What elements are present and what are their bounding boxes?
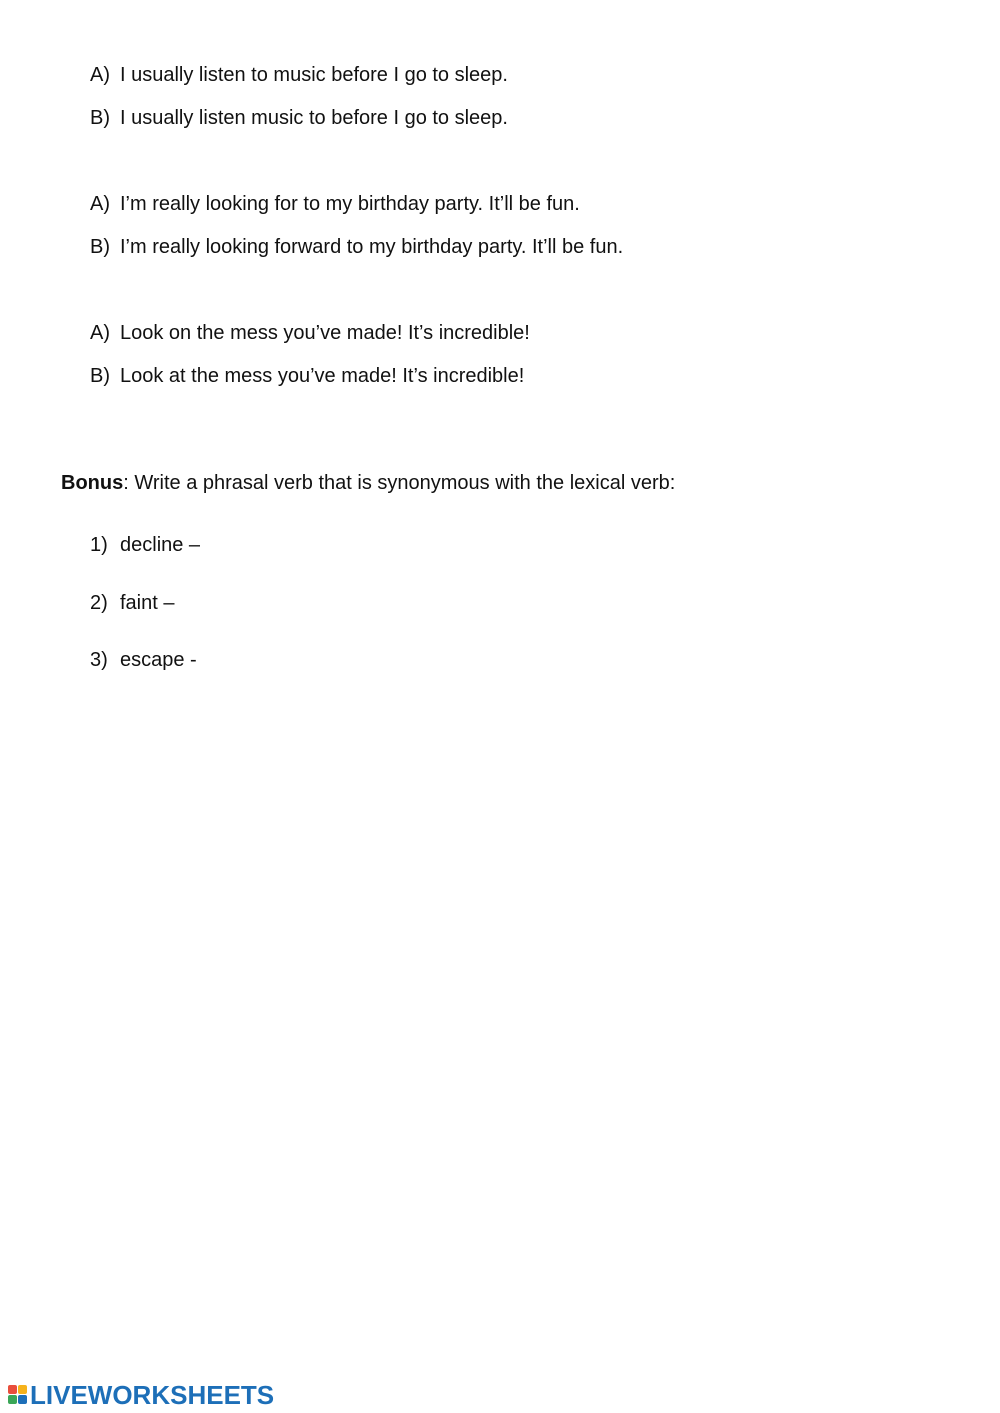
option-text: I’m really looking for to my birthday party. It’ll be fun.: [120, 193, 580, 215]
logo-square-icon: [18, 1395, 27, 1404]
logo-square-icon: [18, 1385, 27, 1394]
logo-square-icon: [8, 1385, 17, 1394]
bonus-item-2: [90, 591, 174, 615]
question-3-option-b[interactable]: [90, 364, 524, 388]
question-1-option-b[interactable]: [90, 106, 508, 130]
liveworksheets-logo: [8, 1381, 274, 1409]
bonus-instruction-text: : Write a phrasal verb that is synonymous with the lexical verb:: [123, 472, 676, 494]
liveworksheets-logo-icon: [8, 1385, 28, 1405]
option-marker: A): [90, 322, 110, 344]
question-3-option-a[interactable]: [90, 321, 530, 345]
option-text: I’m really looking forward to my birthday party. It’ll be fun.: [120, 236, 624, 258]
bonus-item-text: faint –: [120, 592, 175, 614]
option-text: Look on the mess you’ve made! It’s incredible!: [120, 322, 530, 344]
question-2-option-b[interactable]: [90, 235, 623, 259]
option-text: I usually listen to music before I go to sleep.: [120, 64, 508, 86]
option-text: Look at the mess you’ve made! It’s incredible!: [120, 365, 525, 387]
option-marker: B): [90, 365, 110, 387]
option-marker: B): [90, 107, 110, 129]
logo-square-icon: [8, 1395, 17, 1404]
bonus-item-3: [90, 648, 197, 672]
question-1-option-a[interactable]: [90, 63, 508, 87]
bonus-item-marker: 3): [90, 649, 108, 671]
liveworksheets-logo-text: LIVEWORKSHEETS: [30, 1380, 275, 1410]
bonus-label: Bonus: [61, 472, 124, 494]
option-marker: A): [90, 193, 110, 215]
bonus-item-text: escape -: [120, 649, 197, 671]
bonus-item-marker: 1): [90, 534, 108, 556]
option-text: I usually listen music to before I go to sleep.: [120, 107, 508, 129]
question-2-option-a[interactable]: [90, 192, 580, 216]
bonus-instruction: [61, 471, 675, 495]
bonus-item-1: [90, 533, 200, 557]
bonus-item-text: decline –: [120, 534, 201, 556]
bonus-item-marker: 2): [90, 592, 108, 614]
option-marker: B): [90, 236, 110, 258]
option-marker: A): [90, 64, 110, 86]
